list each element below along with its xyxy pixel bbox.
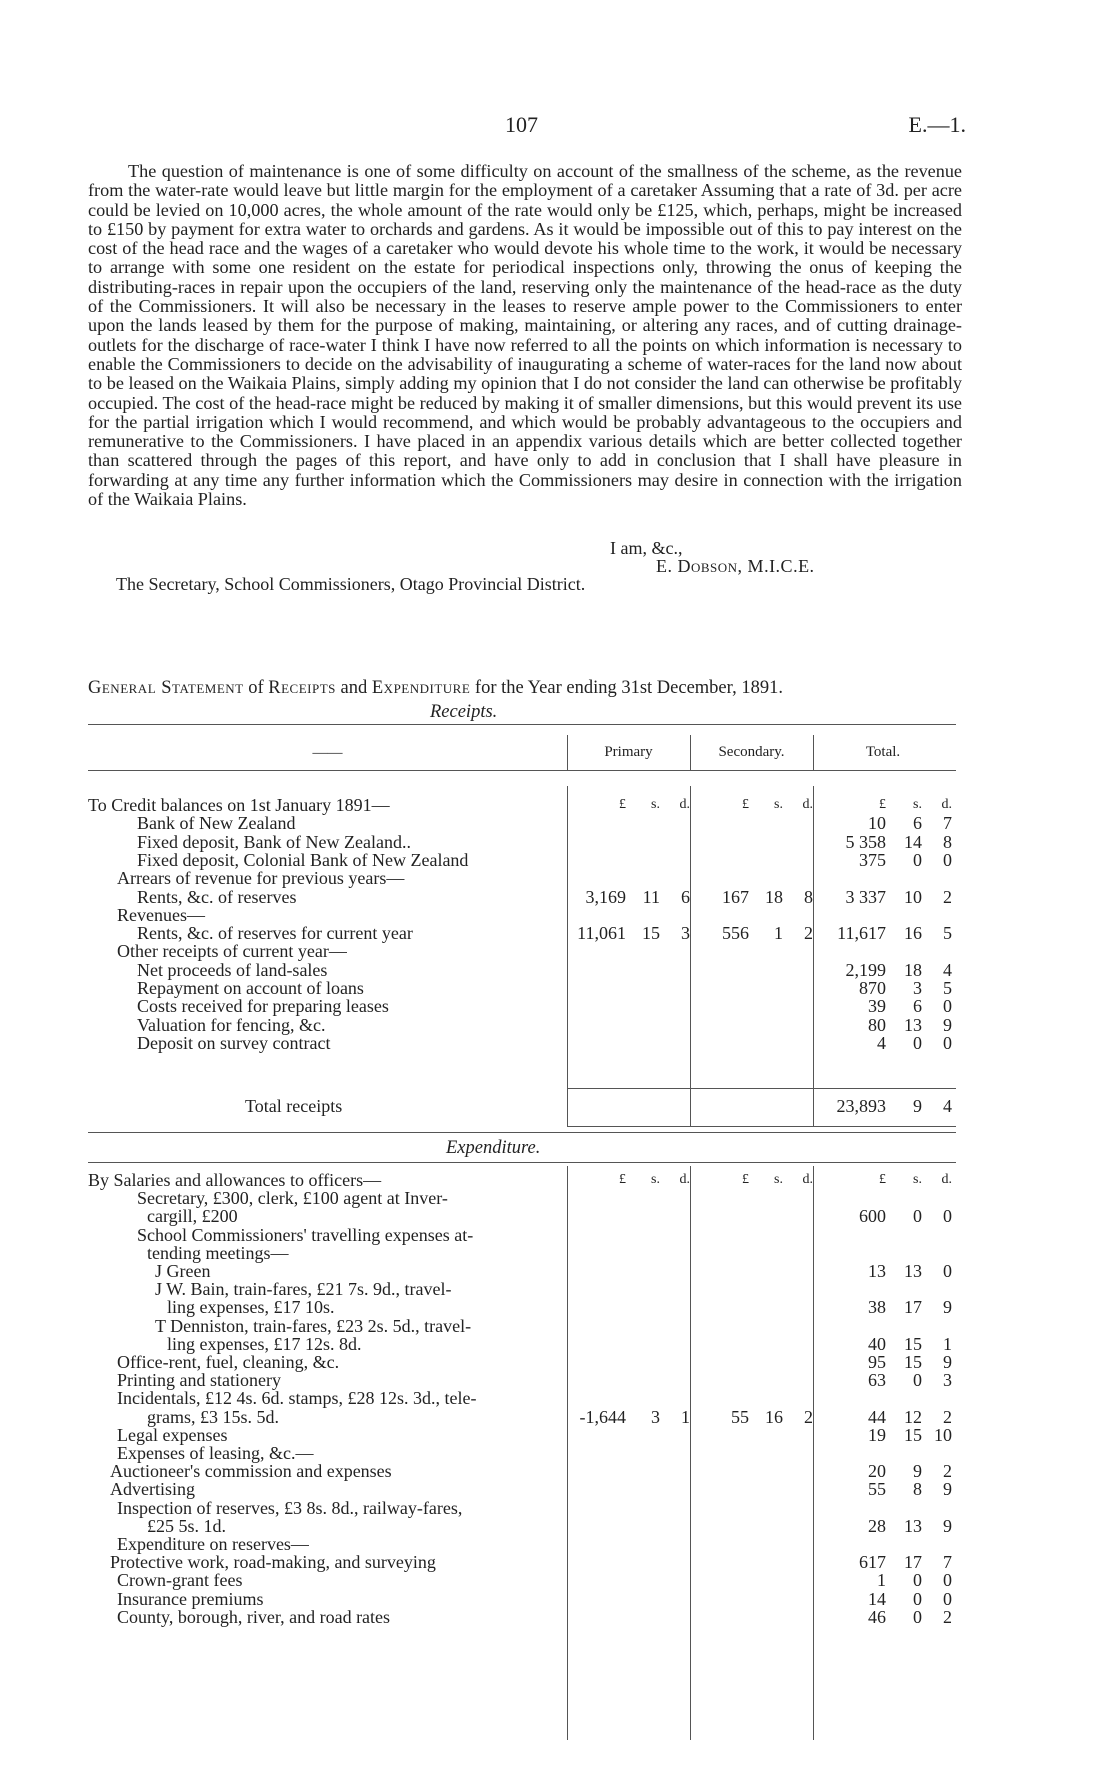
row-label: ling expenses, £17 12s. 8d.: [167, 1333, 362, 1354]
total-pounds: 600: [859, 1206, 886, 1227]
row-label: By Salaries and allowances to officers—: [88, 1170, 382, 1190]
primary-shillings: s.: [651, 1172, 660, 1187]
sign-off: I am, &c.,: [610, 538, 683, 558]
total-receipts-label: Total receipts: [245, 1096, 343, 1116]
row-label: Arrears of revenue for previous years—: [117, 868, 405, 889]
receipts-row: [0, 941, 1114, 961]
primary-pounds: £: [619, 797, 626, 812]
total-pounds: 46: [868, 1606, 886, 1627]
total-shillings: 15: [904, 1333, 922, 1354]
total-shillings: 17: [904, 1297, 922, 1318]
total-shillings: 13: [904, 1261, 922, 1281]
primary-pence: 1: [681, 1406, 690, 1427]
secondary-pounds: £: [742, 797, 749, 812]
title-and: and: [340, 678, 368, 698]
receipts-heading: Receipts.: [430, 702, 498, 722]
total-pounds: 39: [868, 996, 886, 1017]
table-top-rule: [88, 724, 956, 725]
total-pounds: 870: [859, 978, 886, 998]
total-pence: 2: [943, 1461, 952, 1482]
expenditure-row: [0, 1316, 1114, 1336]
row-label: cargill, £200: [147, 1206, 238, 1227]
col-header-primary: Primary: [604, 744, 653, 760]
primary-shillings: 11: [642, 886, 660, 907]
row-label: Valuation for fencing, &c.: [137, 1014, 326, 1035]
total-receipts-row: [0, 1096, 1114, 1116]
secondary-pence: d.: [802, 797, 813, 812]
total-shillings: 0: [913, 1606, 922, 1627]
expenditure-row: [0, 1570, 1114, 1590]
total-pounds: 44: [868, 1406, 886, 1427]
row-label: J W. Bain, train-fares, £21 7s. 9d., travel-: [155, 1279, 452, 1300]
total-shillings: 9: [913, 1461, 922, 1482]
total-pence: 9: [943, 1479, 952, 1500]
letter-paragraph: The question of maintenance is one of some difficulty on account of the smallness of the scheme, as the revenue from the water-rate would leave but little margin for the employment of a caretaker Assuming that a rate of 3d. per acre could be levied on 10,000 acres, the whole amount of the rate would only be £125, which, perhaps, might be increased to £150 by payment for extra water to orchards and gardens. As it would be impossible out of this to pay interest on the cost of the head race and the wages of a caretaker who would devote his whole time to the work, it would be necessary to arrange with some one resident on the estate for periodical inspections only, throwing the onus of keeping the distributing-races in repair upon the occupiers of the land, reserving only the maintenance of the head-race as the duty of the Commissioners. It will also be necessary in the leases to reserve ample power to the Commissioners to enter upon the lands leased by them for the purpose of making, maintaining, or altering any races, and of cutting drainage-outlets for the discharge of race-water I think I have now referred to all the points on which information is necessary to enable the Commissioners to decide on the advisability of inaugurating a scheme of water-races for the land now about to be leased on the Waikaia Plains, simply adding my opinion that I do not consider the land can otherwise be profitably occupied. The cost of the head-race might be reduced by making it of smaller dimensions, but this would prevent its use for the partial irrigation which I would recommend, and which would be probably advantageous to the occupiers and remunerative to the Commissioners. I have placed in an appendix various details which are better collected together than scattered through the pages of this report, and have only to add in conclusion that I shall have pleasure in forwarding at any time any further information which the Commissioners may desire in connection with the irrigation of the Waikaia Plains.: [88, 161, 962, 510]
title-part1: General Statement: [88, 678, 244, 698]
total-shillings: 0: [913, 849, 922, 870]
row-label: Rents, &c. of reserves for current year: [137, 923, 413, 944]
receipts-row: [0, 887, 1114, 907]
total-shillings: 12: [904, 1406, 922, 1427]
row-label: Insurance premiums: [117, 1588, 264, 1609]
expenditure-row: [0, 1607, 1114, 1627]
secondary-pounds: 55: [731, 1406, 749, 1427]
total-pence: 0: [943, 1261, 952, 1281]
total-shillings: 17: [904, 1552, 922, 1573]
total-pounds: 3 337: [845, 886, 886, 907]
total-pounds: 5 358: [845, 831, 886, 852]
secondary-pence: 2: [804, 1406, 813, 1427]
total-pence: 0: [943, 1032, 952, 1053]
section-rule: [88, 1162, 956, 1163]
row-label: County, borough, river, and road rates: [117, 1606, 391, 1627]
expenditure-row: [0, 1225, 1114, 1245]
expenditure-row: [0, 1243, 1114, 1263]
total-pence: 0: [943, 996, 952, 1017]
row-label: Secretary, £300, clerk, £100 agent at Inver-: [137, 1188, 448, 1209]
total-shillings: 0: [913, 1570, 922, 1591]
total-pounds: 55: [868, 1479, 886, 1500]
row-label: Expenditure on reserves—: [117, 1534, 309, 1554]
total-shillings: 10: [904, 886, 922, 907]
document-reference: E.—1.: [908, 112, 966, 137]
total-pence: 7: [943, 813, 952, 834]
receipts-row: [0, 978, 1114, 998]
row-label: Auctioneer's commission and expenses: [110, 1461, 392, 1482]
total-pounds: 23,893: [836, 1096, 886, 1116]
receipts-row: [0, 923, 1114, 943]
receipts-row: [0, 813, 1114, 833]
total-pence: d.: [941, 1172, 952, 1187]
row-label: To Credit balances on 1st January 1891—: [88, 795, 390, 815]
primary-pounds: 3,169: [585, 886, 626, 907]
receipts-row: [0, 960, 1114, 980]
title-rest: for the Year ending 31st December, 1891.: [474, 678, 783, 698]
header-bottom-rule: [88, 770, 956, 771]
expenditure-row: [0, 1188, 1114, 1208]
total-pence: 4: [943, 959, 952, 980]
row-label: grams, £3 15s. 5d.: [147, 1406, 279, 1427]
total-pounds: 19: [868, 1424, 886, 1445]
expenditure-row: [0, 1443, 1114, 1463]
secondary-pence: 2: [804, 923, 813, 944]
receipts-row: [0, 832, 1114, 852]
expenditure-row: [0, 1352, 1114, 1372]
statement-title: [88, 678, 968, 699]
title-of: of: [248, 678, 264, 698]
total-pounds: 4: [877, 1032, 886, 1053]
row-label: £25 5s. 1d.: [147, 1515, 227, 1536]
total-pounds: 11,617: [837, 923, 886, 944]
total-top-rule: [567, 1088, 956, 1089]
total-pounds: 375: [859, 849, 886, 870]
total-pounds: 13: [868, 1261, 886, 1281]
row-label: Inspection of reserves, £3 8s. 8d., railway-fares,: [117, 1497, 463, 1518]
col-header-description: ——: [312, 745, 343, 761]
total-pence: 3: [943, 1370, 952, 1391]
secondary-pounds: 556: [722, 923, 749, 944]
page-number: 107: [505, 112, 538, 137]
row-label: Advertising: [110, 1479, 195, 1500]
expenditure-row: [0, 1388, 1114, 1408]
total-pounds: 63: [868, 1370, 886, 1391]
receipts-row: [0, 905, 1114, 925]
primary-pence: d.: [679, 797, 690, 812]
total-pence: 7: [943, 1552, 952, 1573]
total-shillings: s.: [913, 1172, 922, 1187]
secondary-pence: d.: [802, 1172, 813, 1187]
primary-shillings: s.: [651, 797, 660, 812]
expenditure-row: [0, 1516, 1114, 1536]
row-label: Fixed deposit, Bank of New Zealand..: [137, 831, 411, 852]
col-header-secondary: Secondary.: [718, 744, 785, 760]
total-shillings: s.: [913, 797, 922, 812]
total-pounds: 40: [868, 1333, 886, 1354]
secondary-pounds: 167: [722, 886, 749, 907]
total-pence: 2: [943, 886, 952, 907]
primary-pence: d.: [679, 1172, 690, 1187]
total-pounds: £: [879, 797, 886, 812]
expenditure-row: [0, 1170, 1114, 1190]
primary-pounds: 11,061: [577, 923, 626, 944]
row-label: Bank of New Zealand: [137, 813, 296, 834]
expenditure-row: [0, 1261, 1114, 1281]
total-shillings: 13: [904, 1515, 922, 1536]
total-shillings: 6: [913, 813, 922, 834]
expenditure-row: [0, 1425, 1114, 1445]
total-pence: 0: [943, 1570, 952, 1591]
expenditure-row: [0, 1498, 1114, 1518]
total-shillings: 0: [913, 1206, 922, 1227]
receipts-row: [0, 868, 1114, 888]
total-pence: 5: [943, 923, 952, 944]
row-label: School Commissioners' travelling expenses at-: [137, 1224, 474, 1245]
total-pounds: 20: [868, 1461, 886, 1482]
total-bottom-rule: [567, 1126, 956, 1127]
total-shillings: 18: [904, 959, 922, 980]
receipts-row: [0, 1015, 1114, 1035]
total-pounds: £: [879, 1172, 886, 1187]
signatory: E. Dobson, M.I.C.E.: [656, 556, 815, 576]
total-pence: 0: [943, 849, 952, 870]
total-shillings: 9: [913, 1096, 922, 1116]
total-shillings: 15: [904, 1352, 922, 1372]
row-label: ling expenses, £17 10s.: [167, 1297, 335, 1318]
secondary-shillings: s.: [774, 797, 783, 812]
total-shillings: 0: [913, 1588, 922, 1609]
total-pounds: 38: [868, 1297, 886, 1318]
row-label: Expenses of leasing, &c.—: [117, 1443, 314, 1463]
primary-shillings: 15: [642, 923, 660, 944]
total-pence: 8: [943, 831, 952, 852]
row-label: Crown-grant fees: [117, 1570, 243, 1591]
total-pounds: 95: [868, 1352, 886, 1372]
total-shillings: 0: [913, 1032, 922, 1053]
col-header-total: Total.: [865, 744, 901, 760]
row-label: tending meetings—: [147, 1242, 289, 1263]
secondary-pounds: £: [742, 1172, 749, 1187]
expenditure-row: [0, 1534, 1114, 1554]
row-label: T Denniston, train-fares, £23 2s. 5d., travel-: [155, 1315, 472, 1336]
total-pence: 9: [943, 1297, 952, 1318]
row-label: Rents, &c. of reserves: [137, 886, 297, 907]
row-label: Net proceeds of land-sales: [137, 959, 328, 980]
row-label: Repayment on account of loans: [137, 978, 364, 998]
total-shillings: 3: [913, 978, 922, 998]
row-label: Incidentals, £12 4s. 6d. stamps, £28 12s. 3d., tele-: [117, 1388, 477, 1409]
total-pence: 9: [943, 1014, 952, 1035]
total-pence: 4: [943, 1096, 952, 1116]
primary-pence: 6: [681, 886, 690, 907]
receipts-row: [0, 850, 1114, 870]
total-pounds: 617: [859, 1552, 886, 1573]
total-pounds: 14: [868, 1588, 886, 1609]
expenditure-row: [0, 1552, 1114, 1572]
title-part2: Receipts: [268, 678, 336, 698]
expenditure-row: [0, 1279, 1114, 1299]
total-pence: 0: [943, 1206, 952, 1227]
total-pence: 2: [943, 1406, 952, 1427]
row-label: J Green: [155, 1261, 211, 1281]
secondary-pence: 8: [804, 886, 813, 907]
expenditure-row: [0, 1589, 1114, 1609]
row-label: Office-rent, fuel, cleaning, &c.: [117, 1352, 340, 1372]
primary-pence: 3: [681, 923, 690, 944]
total-pence: 0: [943, 1588, 952, 1609]
total-shillings: 16: [904, 923, 922, 944]
total-shillings: 14: [904, 831, 922, 852]
total-pounds: 10: [868, 813, 886, 834]
secondary-shillings: 16: [765, 1406, 783, 1427]
primary-pounds: £: [619, 1172, 626, 1187]
secondary-shillings: 1: [774, 923, 783, 944]
expenditure-row: [0, 1297, 1114, 1317]
total-pence: 5: [943, 978, 952, 998]
row-label: Revenues—: [117, 904, 205, 925]
expenditure-row: [0, 1370, 1114, 1390]
total-shillings: 15: [904, 1424, 922, 1445]
row-label: Deposit on survey contract: [137, 1032, 331, 1053]
row-label: Other receipts of current year—: [117, 941, 347, 962]
expenditure-row: [0, 1407, 1114, 1427]
total-shillings: 8: [913, 1479, 922, 1500]
expenditure-heading: Expenditure.: [446, 1138, 541, 1158]
total-pence: 2: [943, 1606, 952, 1627]
row-label: Protective work, road-making, and surveying: [110, 1552, 436, 1573]
total-pence: 1: [943, 1333, 952, 1354]
secondary-shillings: s.: [774, 1172, 783, 1187]
primary-pounds: -1,644: [579, 1406, 626, 1427]
total-pence: d.: [941, 797, 952, 812]
addressee: The Secretary, School Commissioners, Otago Provincial District.: [116, 574, 586, 594]
total-shillings: 0: [913, 1370, 922, 1391]
expenditure-row: [0, 1479, 1114, 1499]
secondary-shillings: 18: [765, 886, 783, 907]
row-label: Costs received for preparing leases: [137, 996, 389, 1017]
total-shillings: 6: [913, 996, 922, 1017]
row-label: Fixed deposit, Colonial Bank of New Zealand: [137, 849, 469, 870]
row-label: Legal expenses: [117, 1424, 228, 1445]
expenditure-row: [0, 1206, 1114, 1226]
receipts-row: [0, 1033, 1114, 1053]
total-pounds: 2,199: [845, 959, 886, 980]
receipts-row: [0, 795, 1114, 815]
primary-shillings: 3: [651, 1406, 660, 1427]
total-pence: 10: [934, 1424, 952, 1445]
receipts-row: [0, 996, 1114, 1016]
total-pounds: 1: [877, 1570, 886, 1591]
row-label: Printing and stationery: [117, 1370, 281, 1391]
section-rule: [88, 1132, 956, 1133]
total-pence: 9: [943, 1515, 952, 1536]
total-pence: 9: [943, 1352, 952, 1372]
expenditure-row: [0, 1334, 1114, 1354]
expenditure-row: [0, 1461, 1114, 1481]
total-pounds: 80: [868, 1014, 886, 1035]
total-pounds: 28: [868, 1515, 886, 1536]
total-shillings: 13: [904, 1014, 922, 1035]
title-part3: Expenditure: [371, 678, 471, 698]
